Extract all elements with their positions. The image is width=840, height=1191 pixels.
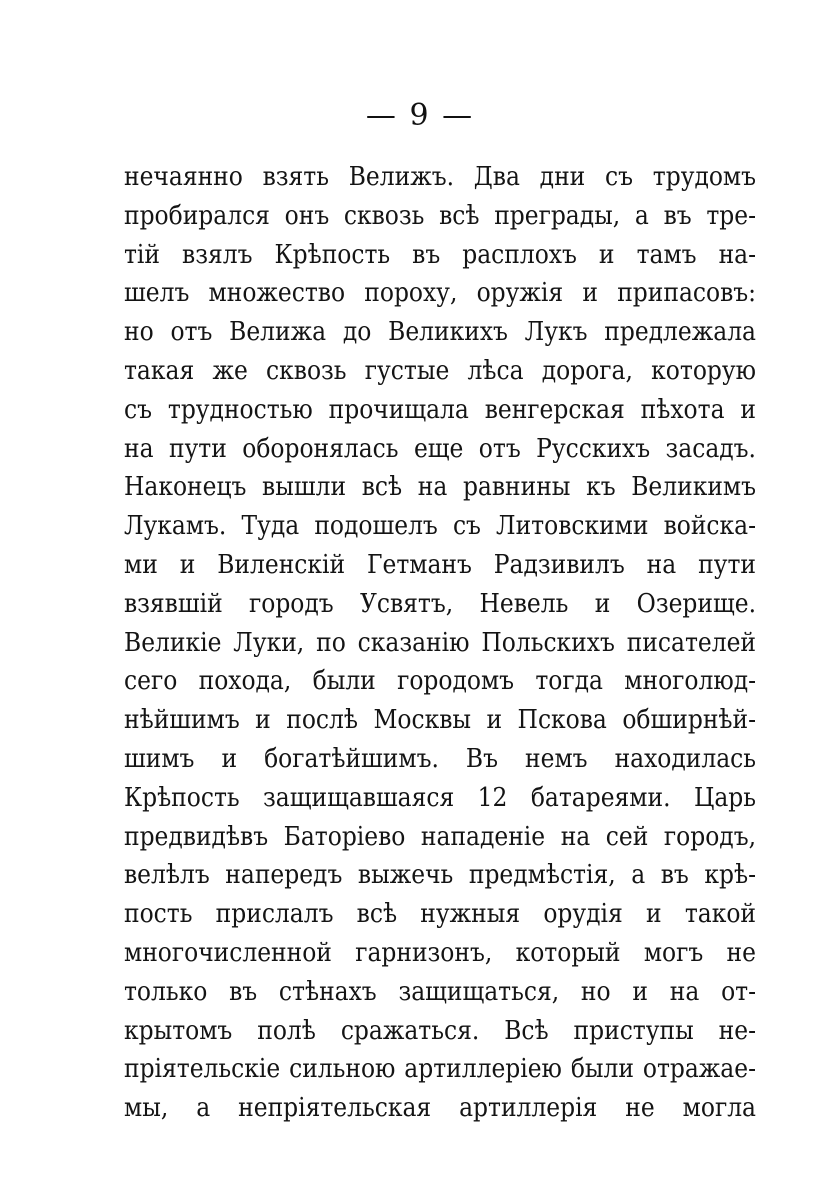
text-line: такая же сквозь густые лѣса дорога, которую xyxy=(124,355,756,386)
text-line: пробирался онъ сквозь всѣ преграды, а въ тре- xyxy=(124,200,756,231)
text-line: нѣйшимъ и послѣ Москвы и Пскова обширнѣй- xyxy=(124,705,756,736)
text-line: пость прислалъ всѣ нужныя орудія и такой xyxy=(124,899,756,930)
text-line: Великіе Луки, по сказанію Польскихъ писателей xyxy=(124,627,756,658)
body-text xyxy=(124,158,756,1128)
text-line: сего похода, были городомъ тогда многолюд- xyxy=(124,666,756,697)
text-line: Лукамъ. Туда подошелъ съ Литовскими войска- xyxy=(124,511,756,542)
text-line: но отъ Велижа до Великихъ Лукъ предлежала xyxy=(124,317,756,348)
text-line: нечаянно взять Велижъ. Два дни съ трудомъ xyxy=(124,162,756,192)
text-line: многочисленной гарнизонъ, который могъ не xyxy=(124,937,756,968)
text-line: ми и Виленскій Гетманъ Радзивилъ на пути xyxy=(124,549,756,580)
text-line: шелъ множество пороху, оружія и припасовъ: xyxy=(124,278,756,309)
text-line: взявшій городъ Усвятъ, Невель и Озерище. xyxy=(124,588,756,619)
text-line: шимъ и богатѣйшимъ. Въ немъ находилась xyxy=(124,743,756,774)
text-line: только въ стѣнахъ защищаться, но и на от- xyxy=(124,976,756,1007)
text-line: Наконецъ вышли всѣ на равнины къ Великимъ xyxy=(124,472,756,503)
text-line: Крѣпость защищавшаяся 12 батареями. Царь xyxy=(124,782,756,813)
text-line: предвидѣвъ Баторіево нападеніе на сей городъ, xyxy=(124,821,756,852)
text-line: съ трудностью прочищала венгерская пѣхота и xyxy=(124,394,756,425)
text-line: пріятельскіе сильною артиллеріею были отражае- xyxy=(124,1054,756,1085)
text-line: крытомъ полѣ сражаться. Всѣ приступы не- xyxy=(124,1015,756,1046)
text-line: тій взялъ Крѣпость въ расплохъ и тамъ на- xyxy=(124,239,756,270)
text-line: велѣлъ напередъ выжечь предмѣстія, а въ крѣ- xyxy=(124,860,756,891)
text-line: мы, а непріятельская артиллерія не могла xyxy=(124,1093,756,1124)
page-number: — 9 — xyxy=(365,98,475,133)
text-line: на пути оборонялась еще отъ Русскихъ засадъ. xyxy=(124,433,756,464)
